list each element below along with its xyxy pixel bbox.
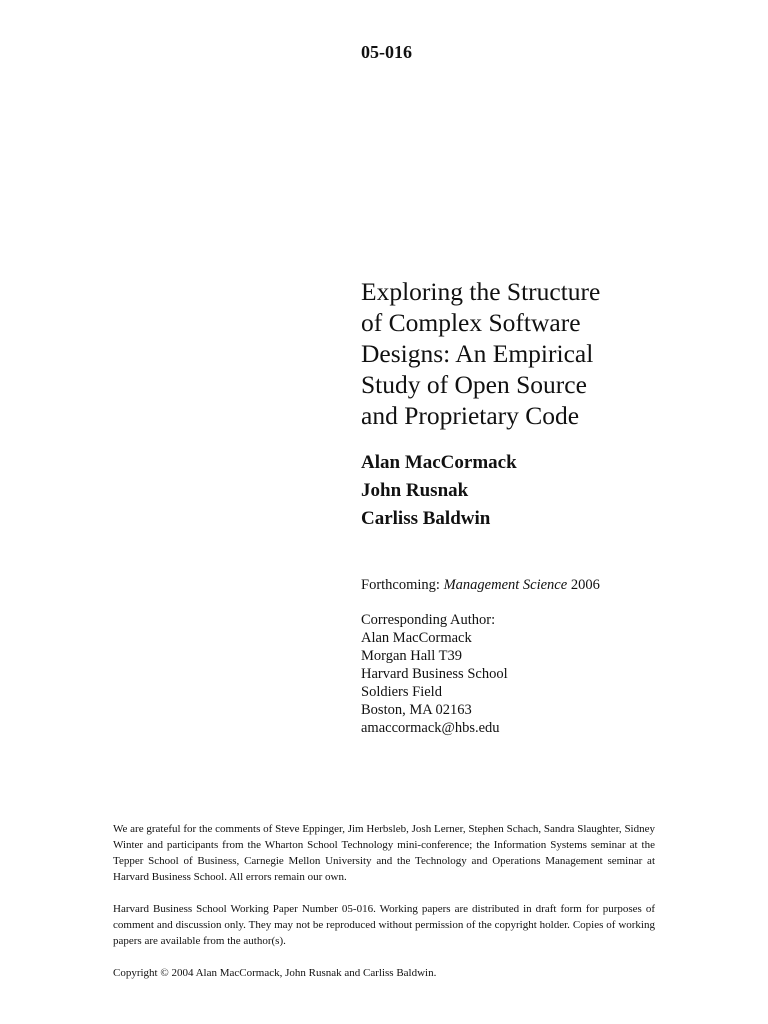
title-line: of Complex Software (361, 308, 581, 337)
copyright-notice: Copyright © 2004 Alan MacCormack, John Rusnak and Carliss Baldwin. (113, 967, 437, 979)
title-line: and Proprietary Code (361, 401, 580, 430)
author-name: Alan MacCormack (361, 452, 517, 473)
author-name: Carliss Baldwin (361, 508, 491, 529)
journal-name: Management Science (443, 577, 568, 593)
title-line: Designs: An Empirical (361, 339, 594, 368)
working-paper-notice: Harvard Business School Working Paper Number 05-016. Working papers are distributed in draft form for purposes of comment and discussion only. They may not be reproduced without permission of the copyright holder. Copies of working papers are available from the author(s). (113, 903, 655, 947)
contact-address-line: Harvard Business School (361, 666, 508, 682)
author-list (361, 449, 691, 533)
contact-email: amaccormack@hbs.edu (361, 720, 500, 736)
forthcoming-prefix: Forthcoming: (361, 577, 444, 593)
author-name: John Rusnak (361, 480, 469, 501)
contact-address-line: Boston, MA 02163 (361, 702, 472, 718)
contact-name: Alan MacCormack (361, 630, 472, 646)
contact-label: Corresponding Author: (361, 612, 496, 628)
corresponding-author-block (361, 611, 691, 737)
publication-note (361, 576, 600, 594)
paper-number: 05-016 (361, 42, 412, 62)
title-line: Study of Open Source (361, 370, 587, 399)
document-title (361, 276, 691, 431)
footnotes (113, 821, 655, 981)
contact-address-line: Morgan Hall T39 (361, 648, 462, 664)
publication-year: 2006 (567, 577, 600, 593)
contact-address-line: Soldiers Field (361, 684, 442, 700)
title-line: Exploring the Structure (361, 277, 601, 306)
acknowledgements-paragraph: We are grateful for the comments of Steve Eppinger, Jim Herbsleb, Josh Lerner, Stephen Schach, Sandra Slaughter, Sidney Winter and participants from the Wharton School Technology mini-conference; the Information Systems seminar at the Tepper School of Business, Carnegie Mellon University and the Technology and Operations Management seminar at Harvard Business School. All errors remain our own. (113, 823, 655, 883)
